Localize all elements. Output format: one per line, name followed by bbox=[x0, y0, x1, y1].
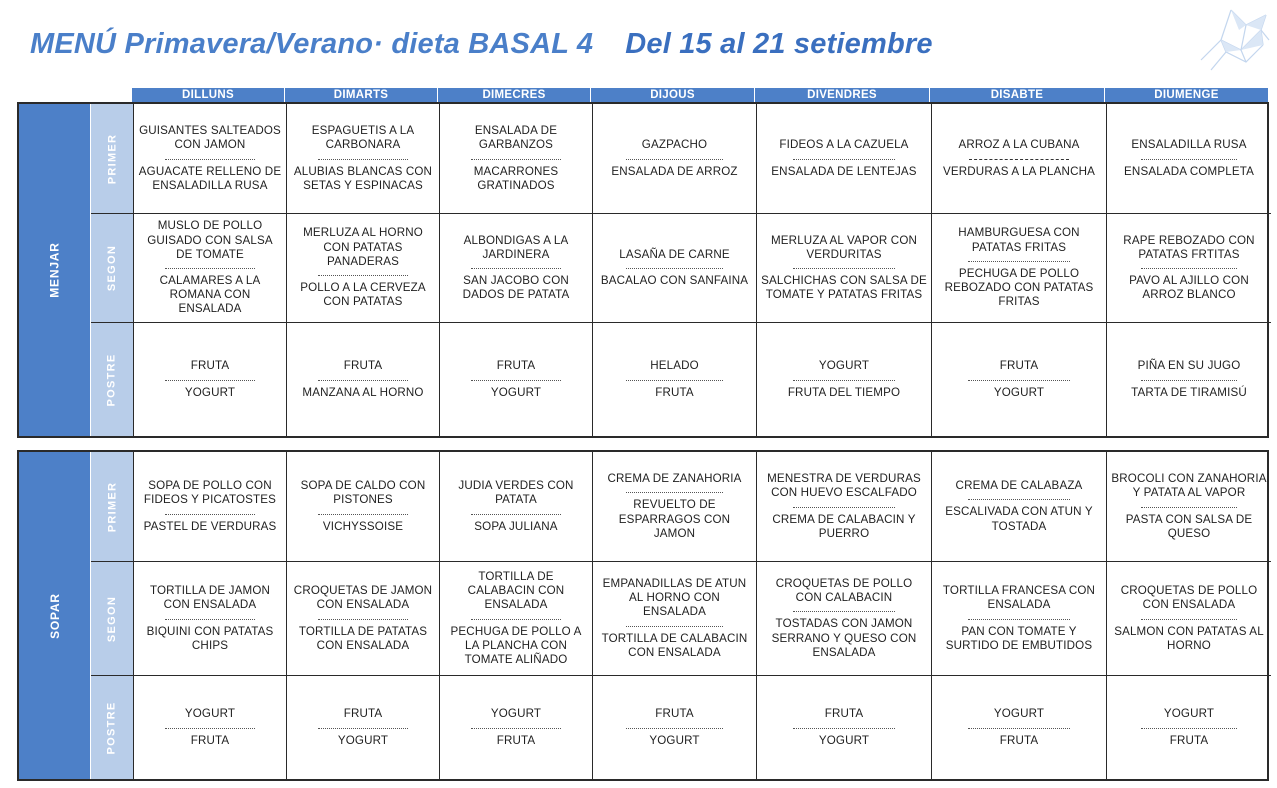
dish-option-2: TORTILLA DE PATATAS CON ENSALADA bbox=[298, 624, 428, 652]
menu-cell-sopar-postre bbox=[757, 676, 932, 779]
dish-option-1: EMPANADILLAS DE ATUN AL HORNO CON ENSALADA bbox=[602, 576, 747, 619]
dish-separator bbox=[165, 728, 254, 729]
dish-option-2: AGUACATE RELLENO DE ENSALADILLA RUSA bbox=[138, 164, 282, 192]
dish-option-2: SOPA JULIANA bbox=[474, 519, 558, 533]
dish-option-1: ENSALADILLA RUSA bbox=[1131, 138, 1247, 152]
menu-cell-sopar-segon bbox=[1107, 562, 1271, 676]
dish-option-1: ENSALADA DE GARBANZOS bbox=[474, 124, 558, 152]
dish-option-1: SOPA DE POLLO CON FIDEOS Y PICATOSTES bbox=[143, 479, 277, 507]
dish-option-2: FRUTA bbox=[999, 733, 1039, 747]
dish-option-2: MACARRONES GRATINADOS bbox=[473, 164, 559, 192]
dish-option-1: SOPA DE CALDO CON PISTONES bbox=[300, 479, 426, 507]
dish-option-1: GUISANTES SALTEADOS CON JAMON bbox=[139, 124, 281, 152]
menu-title: MENÚ Primavera/Verano· dieta BASAL 4 bbox=[30, 28, 594, 60]
dish-separator bbox=[165, 514, 254, 515]
page-title bbox=[30, 28, 933, 61]
menu-cell-sopar-segon bbox=[932, 562, 1107, 676]
menu-cell-sopar-primer bbox=[287, 452, 440, 562]
dish-option-2: PASTA CON SALSA DE QUESO bbox=[1125, 512, 1253, 540]
day-header: DIVENDRES bbox=[755, 88, 930, 102]
dish-option-2: FRUTA bbox=[190, 733, 230, 747]
dish-separator bbox=[165, 268, 254, 269]
day-header: DIUMENGE bbox=[1105, 88, 1269, 102]
dish-option-2: ESCALIVADA CON ATUN Y TOSTADA bbox=[945, 505, 1093, 533]
day-header: DIMECRES bbox=[438, 88, 591, 102]
dish-option-1: MUSLO DE POLLO GUISADO CON SALSA DE TOMATE bbox=[147, 219, 273, 261]
dish-option-2: BACALAO CON SANFAINA bbox=[600, 274, 749, 287]
dish-option-2: FRUTA DEL TIEMPO bbox=[787, 385, 901, 399]
menu-cell-menjar-postre bbox=[1107, 323, 1271, 436]
dish-option-1: YOGURT bbox=[993, 707, 1045, 721]
menu-cell-sopar-postre bbox=[287, 676, 440, 779]
dish-option-2: TORTILLA DE CALABACIN CON ENSALADA bbox=[601, 631, 748, 659]
menu-cell-menjar-segon bbox=[134, 214, 287, 323]
course-label-primer: PRIMER bbox=[91, 452, 134, 562]
menu-cell-menjar-primer bbox=[757, 104, 932, 214]
dish-option-1: FRUTA bbox=[999, 359, 1039, 373]
dish-option-1: FRUTA bbox=[343, 359, 383, 373]
dish-option-1: LASAÑA DE CARNE bbox=[619, 247, 730, 261]
day-header-row bbox=[132, 88, 1269, 102]
dish-separator bbox=[165, 159, 254, 160]
dish-option-1: HELADO bbox=[650, 359, 699, 373]
dish-option-2: YOGURT bbox=[337, 733, 389, 747]
dish-option-1: PIÑA EN SU JUGO bbox=[1137, 359, 1241, 373]
dish-option-2: VERDURAS A LA PLANCHA bbox=[943, 164, 1095, 178]
dish-option-1: MERLUZA AL VAPOR CON VERDURITAS bbox=[770, 233, 918, 261]
course-label-segon: SEGON bbox=[91, 214, 134, 323]
dish-option-2: YOGURT bbox=[818, 733, 870, 747]
dish-option-1: FRUTA bbox=[824, 707, 864, 721]
dish-option-2: REVUELTO DE ESPARRAGOS CON JAMON bbox=[618, 498, 731, 540]
menu-cell-sopar-postre bbox=[932, 676, 1107, 779]
dish-separator bbox=[471, 159, 560, 160]
dish-option-1: CROQUETAS DE POLLO CON CALABACIN bbox=[775, 576, 913, 605]
dish-option-1: ALBONDIGAS A LA JARDINERA bbox=[463, 233, 569, 261]
dish-separator bbox=[793, 611, 896, 612]
dish-option-1: MERLUZA AL HORNO CON PATATAS PANADERAS bbox=[303, 226, 423, 268]
dish-separator bbox=[1141, 268, 1238, 269]
meal-label-menjar: MENJAR bbox=[19, 104, 91, 436]
dish-option-2: FRUTA bbox=[496, 733, 536, 747]
dish-option-2: CREMA DE CALABACIN Y PUERRO bbox=[772, 512, 916, 540]
dish-option-2: FRUTA bbox=[655, 385, 694, 399]
dish-option-2: PASTEL DE VERDURAS bbox=[143, 519, 277, 533]
dish-separator bbox=[318, 159, 407, 160]
dish-separator bbox=[626, 626, 722, 627]
dish-separator bbox=[968, 261, 1071, 262]
dish-separator bbox=[318, 514, 407, 515]
dish-separator bbox=[165, 380, 254, 381]
dish-separator bbox=[1141, 507, 1238, 508]
dish-option-2: TOSTADAS CON JAMON SERRANO Y QUESO CON ENSALADA bbox=[771, 617, 917, 659]
dish-option-2: ENSALADA DE ARROZ bbox=[611, 164, 738, 178]
dish-separator bbox=[626, 268, 722, 269]
dish-option-2: ENSALADA COMPLETA bbox=[1124, 164, 1254, 178]
dish-separator bbox=[626, 728, 722, 729]
dish-option-1: YOGURT bbox=[818, 359, 870, 373]
dish-option-2: POLLO A LA CERVEZA CON PATATAS bbox=[300, 281, 426, 309]
dish-option-1: GAZPACHO bbox=[641, 138, 708, 152]
day-header: DIMARTS bbox=[285, 88, 438, 102]
dish-option-1: CREMA DE CALABAZA bbox=[955, 479, 1083, 493]
dish-option-2: PAVO AL AJILLO CON ARROZ BLANCO bbox=[1129, 274, 1249, 302]
menu-cell-menjar-primer bbox=[593, 104, 757, 214]
dish-option-2: ALUBIAS BLANCAS CON SETAS Y ESPINACAS bbox=[293, 164, 433, 192]
dish-separator bbox=[1141, 619, 1238, 620]
dish-option-2: PECHUGA DE POLLO REBOZADO CON PATATAS FRITAS bbox=[944, 266, 1094, 309]
dish-option-1: FRUTA bbox=[496, 359, 536, 373]
dish-option-2: BIQUINI CON PATATAS CHIPS bbox=[146, 624, 274, 652]
menu-cell-menjar-segon bbox=[440, 214, 593, 323]
course-label-primer: PRIMER bbox=[91, 104, 134, 214]
menu-cell-menjar-segon bbox=[1107, 214, 1271, 323]
dish-option-1: JUDIA VERDES CON PATATA bbox=[458, 479, 574, 507]
course-label-segon: SEGON bbox=[91, 562, 134, 676]
dish-separator bbox=[968, 619, 1071, 620]
dish-option-1: ESPAGUETIS A LA CARBONARA bbox=[311, 124, 415, 152]
dish-option-1: FIDEOS A LA CAZUELA bbox=[779, 138, 909, 152]
dish-separator bbox=[968, 380, 1071, 381]
menu-cell-sopar-primer bbox=[932, 452, 1107, 562]
dish-separator bbox=[318, 380, 407, 381]
dish-separator bbox=[793, 159, 896, 160]
menu-cell-menjar-postre bbox=[134, 323, 287, 436]
menu-cell-menjar-segon bbox=[287, 214, 440, 323]
menu-cell-sopar-primer bbox=[757, 452, 932, 562]
menu-cell-sopar-primer bbox=[134, 452, 287, 562]
dish-separator bbox=[626, 492, 722, 493]
dish-separator bbox=[626, 380, 722, 381]
dish-option-2: PAN CON TOMATE Y SURTIDO DE EMBUTIDOS bbox=[945, 624, 1093, 652]
dish-option-2: SAN JACOBO CON DADOS DE PATATA bbox=[462, 274, 570, 302]
day-header: DIJOUS bbox=[591, 88, 755, 102]
dish-option-2: SALMON CON PATATAS AL HORNO bbox=[1114, 624, 1264, 652]
globe-logo-icon bbox=[1191, 0, 1271, 78]
menu-cell-sopar-postre bbox=[593, 676, 757, 779]
dish-option-1: TORTILLA FRANCESA CON ENSALADA bbox=[942, 584, 1096, 612]
menu-cell-menjar-postre bbox=[757, 323, 932, 436]
dish-separator bbox=[471, 268, 560, 269]
dish-option-1: CROQUETAS DE JAMON CON ENSALADA bbox=[293, 584, 433, 612]
dish-separator bbox=[793, 268, 896, 269]
dish-option-2: MANZANA AL HORNO bbox=[302, 385, 424, 399]
dish-option-2: YOGURT bbox=[649, 733, 700, 747]
menu-cell-sopar-segon bbox=[134, 562, 287, 676]
dish-option-1: TORTILLA DE JAMON CON ENSALADA bbox=[149, 584, 271, 612]
dish-option-1: ARROZ A LA CUBANA bbox=[958, 138, 1080, 152]
dish-option-2: ENSALADA DE LENTEJAS bbox=[771, 164, 917, 178]
menu-cell-menjar-postre bbox=[932, 323, 1107, 436]
dish-separator bbox=[1141, 159, 1238, 160]
dish-option-1: HAMBURGUESA CON PATATAS FRITAS bbox=[958, 226, 1080, 254]
course-label-postre: POSTRE bbox=[91, 676, 134, 779]
dish-option-2: YOGURT bbox=[490, 385, 542, 399]
dish-separator bbox=[165, 619, 254, 620]
menu-cell-menjar-primer bbox=[1107, 104, 1271, 214]
dish-option-1: YOGURT bbox=[490, 707, 542, 721]
dish-separator bbox=[1141, 380, 1238, 381]
dish-option-1: FRUTA bbox=[190, 359, 230, 373]
menu-cell-menjar-postre bbox=[593, 323, 757, 436]
dish-separator bbox=[471, 728, 560, 729]
menu-cell-sopar-segon bbox=[757, 562, 932, 676]
menu-cell-sopar-segon bbox=[287, 562, 440, 676]
menu-cell-menjar-segon bbox=[593, 214, 757, 323]
menu-dates: Del 15 al 21 setiembre bbox=[625, 28, 933, 60]
menu-cell-sopar-segon bbox=[440, 562, 593, 676]
menu-cell-sopar-primer bbox=[593, 452, 757, 562]
meal-label-sopar: SOPAR bbox=[19, 452, 91, 779]
dish-option-2: CALAMARES A LA ROMANA CON ENSALADA bbox=[159, 274, 261, 316]
dish-option-2: YOGURT bbox=[184, 385, 236, 399]
menu-cell-menjar-segon bbox=[932, 214, 1107, 323]
dish-separator bbox=[626, 159, 722, 160]
menu-cell-menjar-primer bbox=[440, 104, 593, 214]
dish-option-2: FRUTA bbox=[1169, 733, 1209, 747]
dish-separator bbox=[471, 514, 560, 515]
dish-option-2: TARTA DE TIRAMISÚ bbox=[1131, 385, 1247, 399]
dish-separator bbox=[318, 619, 407, 620]
menu-cell-menjar-primer bbox=[134, 104, 287, 214]
menu-cell-sopar-postre bbox=[1107, 676, 1271, 779]
dish-separator bbox=[318, 728, 407, 729]
dish-option-1: FRUTA bbox=[343, 707, 383, 721]
dish-option-1: FRUTA bbox=[655, 707, 694, 721]
dish-separator bbox=[793, 728, 896, 729]
dish-separator bbox=[968, 499, 1071, 500]
dish-separator bbox=[1141, 728, 1238, 729]
menu-cell-sopar-postre bbox=[440, 676, 593, 779]
day-header: DILLUNS bbox=[132, 88, 285, 102]
sopar-section bbox=[17, 450, 1269, 781]
dish-option-1: RAPE REBOZADO CON PATATAS FRTITAS bbox=[1123, 233, 1255, 261]
dish-option-1: BROCOLI CON ZANAHORIA Y PATATA AL VAPOR bbox=[1111, 472, 1267, 500]
dish-separator bbox=[471, 619, 560, 620]
menu-cell-menjar-postre bbox=[440, 323, 593, 436]
dish-option-2: YOGURT bbox=[993, 385, 1045, 399]
dish-separator bbox=[318, 275, 407, 276]
dish-option-1: CROQUETAS DE POLLO CON ENSALADA bbox=[1120, 584, 1258, 612]
menu-cell-sopar-primer bbox=[1107, 452, 1271, 562]
menu-cell-sopar-postre bbox=[134, 676, 287, 779]
dish-option-2: PECHUGA DE POLLO A LA PLANCHA CON TOMATE ALIÑADO bbox=[450, 624, 582, 666]
menu-cell-menjar-primer bbox=[287, 104, 440, 214]
dish-option-2: VICHYSSOISE bbox=[322, 519, 404, 533]
dish-option-1: YOGURT bbox=[1163, 707, 1215, 721]
dish-option-1: TORTILLA DE CALABACIN CON ENSALADA bbox=[467, 569, 565, 612]
dish-separator bbox=[968, 728, 1071, 729]
dish-option-1: CREMA DE ZANAHORIA bbox=[607, 472, 742, 486]
dish-option-1: YOGURT bbox=[184, 707, 236, 721]
menjar-section bbox=[17, 102, 1269, 438]
menu-cell-sopar-segon bbox=[593, 562, 757, 676]
menu-cell-menjar-primer bbox=[932, 104, 1107, 214]
menu-cell-menjar-segon bbox=[757, 214, 932, 323]
dish-separator bbox=[793, 380, 896, 381]
dish-option-1: MENESTRA DE VERDURAS CON HUEVO ESCALFADO bbox=[767, 472, 921, 500]
dish-separator bbox=[471, 380, 560, 381]
dish-option-2: SALCHICHAS CON SALSA DE TOMATE Y PATATAS FRITAS bbox=[761, 274, 927, 302]
menu-cell-sopar-primer bbox=[440, 452, 593, 562]
dish-separator bbox=[793, 507, 896, 508]
day-header: DISABTE bbox=[930, 88, 1105, 102]
dish-separator bbox=[969, 159, 1069, 160]
course-label-postre: POSTRE bbox=[91, 323, 134, 436]
menu-cell-menjar-postre bbox=[287, 323, 440, 436]
